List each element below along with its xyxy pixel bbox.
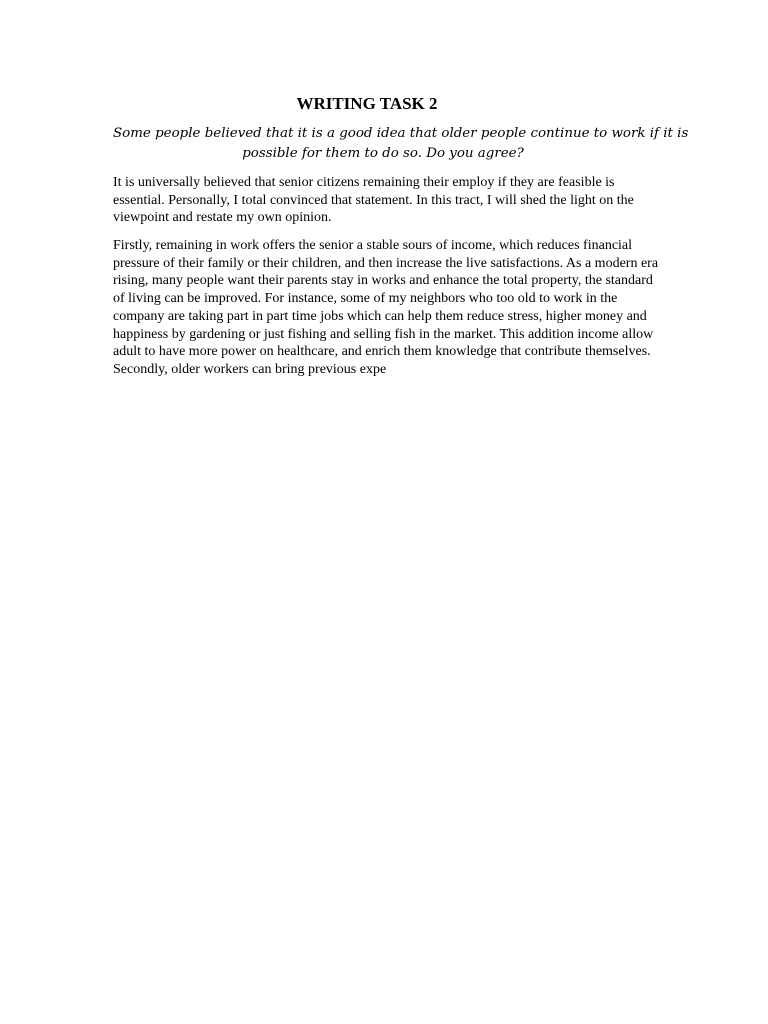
question-line: Some people believed that it is a good idea that older people continue to work if it is — [113, 126, 689, 141]
paragraph-line: company are taking part in part time jobs which can help them reduce stress, higher money and — [113, 308, 647, 324]
paragraph-line: pressure of their family or their children, and then increase the live satisfactions. As a modern era — [113, 255, 659, 271]
paragraph-line: rising, many people want their parents stay in works and enhance the total property, the standard — [113, 273, 653, 289]
paragraph-line: It is universally believed that senior citizens remaining their employ if they are feasible is — [113, 175, 615, 190]
paragraph-line: adult to have more power on healthcare, and enrich them knowledge that contribute themselves. — [113, 344, 651, 360]
body-paragraph — [113, 237, 663, 379]
task-question — [113, 124, 689, 164]
paragraph-line: essential. Personally, I total convinced that statement. In this tract, I will shed the light on the — [113, 192, 634, 208]
paragraph-line: of living can be improved. For instance, some of my neighbors who too old to work in the — [113, 291, 618, 307]
introduction-paragraph — [113, 174, 663, 227]
question-line: possible for them to do so. Do you agree? — [242, 146, 524, 161]
paragraph-line: Secondly, older workers can bring previous expe — [113, 361, 387, 377]
paragraph-line: happiness by gardening or just fishing and selling fish in the market. This addition income allow — [113, 326, 654, 342]
page-title: WRITING TASK 2 — [296, 94, 438, 113]
paragraph-line: Firstly, remaining in work offers the senior a stable sours of income, which reduces financial — [113, 238, 633, 253]
paragraph-line: viewpoint and restate my own opinion. — [113, 210, 332, 226]
